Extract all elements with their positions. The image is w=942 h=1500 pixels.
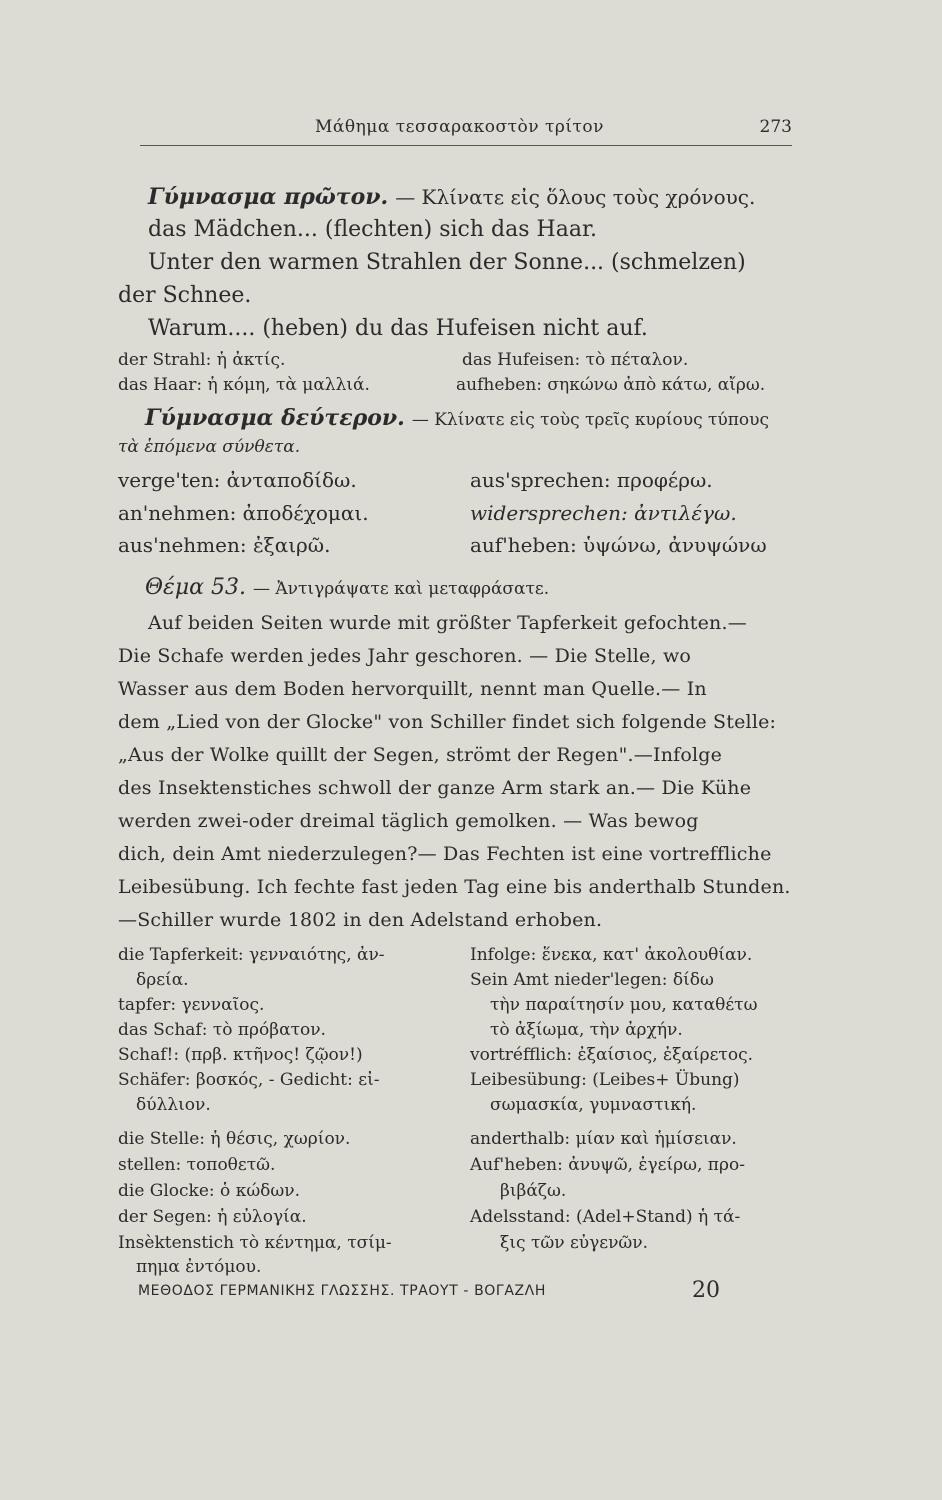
pair-left: verge'ten: ἀνταποδίδω. <box>118 468 357 492</box>
pair-left: an'nehmen: ἀποδέχομαι. <box>118 501 369 525</box>
theme-line: des Insektenstiches schwoll der ganze Arm stark an.— Die Kühe <box>118 777 752 799</box>
glossary-left: stellen: τοποθετῶ. <box>118 1155 276 1175</box>
theme-instruction: — Ἀντιγράψατε καὶ μεταφράσατε. <box>252 579 550 599</box>
exercise1-heading-line <box>148 184 755 210</box>
running-head <box>140 115 792 146</box>
vocab-right: aufheben: σηκώνω ἀπὸ κάτω, αἴρω. <box>456 375 766 395</box>
glossary-right: ξις τῶν εὐγενῶν. <box>500 1233 649 1253</box>
footer-imprint: ΜΕΘΟΔΟΣ ΓΕΡΜΑΝΙΚΗΣ ΓΛΩΣΣΗΣ. ΤΡΑΟΥΤ - ΒΟΓΑΖΛΗ <box>138 1283 546 1299</box>
theme-heading: Θέμα 53. <box>145 575 246 600</box>
signature-number: 20 <box>692 1278 720 1303</box>
vocab-left: das Haar: ἡ κόμη, τὰ μαλλιά. <box>118 375 370 395</box>
glossary-right: Leibesübung: (Leibes+ Übung) <box>470 1070 740 1090</box>
vocab-left: der Strahl: ἡ ἀκτίς. <box>118 350 286 370</box>
exercise2-instruction: — Κλίνατε εἰς τοὺς τρεῖς κυρίους τύπους <box>411 410 769 430</box>
pair-right: auf'heben: ὑψώνω, ἀνυψώνω <box>470 533 767 557</box>
exercise2-heading-line <box>145 405 769 431</box>
glossary-left: der Segen: ἡ εὐλογία. <box>118 1207 307 1227</box>
vocab-right: das Hufeisen: τὸ πέταλον. <box>462 350 689 370</box>
pair-right: widersprechen: ἀντιλέγω. <box>470 501 737 525</box>
theme-line: werden zwei-oder dreimal täglich gemolken. — Was bewog <box>118 810 699 832</box>
glossary-left: die Stelle: ἡ θέσις, χωρίον. <box>118 1129 351 1149</box>
glossary-left: das Schaf: τὸ πρόβατον. <box>118 1020 326 1040</box>
theme-line: Die Schafe werden jedes Jahr geschoren. — Die Stelle, wo <box>118 645 692 667</box>
pair-left: aus'nehmen: ἐξαιρῶ. <box>118 533 331 557</box>
theme-heading-line <box>145 575 549 600</box>
theme-line: —Schiller wurde 1802 in den Adelstand erhoben. <box>118 909 603 931</box>
glossary-left: δύλλιον. <box>136 1095 211 1115</box>
theme-line: Leibesübung. Ich fechte fast jeden Tag eine bis anderthalb Stunden. <box>118 876 791 898</box>
page-number: 273 <box>759 117 792 137</box>
glossary-left: die Tapferkeit: γενναιότης, ἀν- <box>118 945 385 965</box>
chapter-title: Μάθημα τεσσαρακοστὸν τρίτον <box>315 117 604 137</box>
glossary-left: Schäfer: βοσκός, - Gedicht: εἰ- <box>118 1070 380 1090</box>
exercise1-line: Unter den warmen Strahlen der Sonne... (schmelzen) <box>148 250 746 275</box>
exercise1-instruction: — Κλίνατε εἰς ὅλους τοὺς χρόνους. <box>395 185 756 209</box>
theme-line: dich, dein Amt niederzulegen?— Das Fechten ist eine vortreffliche <box>118 843 772 865</box>
exercise1-line: Warum.... (heben) du das Hufeisen nicht auf. <box>148 316 648 341</box>
theme-line: Auf beiden Seiten wurde mit größter Tapferkeit gefochten.— <box>148 612 747 634</box>
glossary-left: δρεία. <box>136 970 189 990</box>
glossary-left: die Glocke: ὁ κώδων. <box>118 1181 301 1201</box>
pair-right: aus'sprechen: προφέρω. <box>470 468 713 492</box>
glossary-left: tapfer: γενναῖος. <box>118 995 265 1015</box>
glossary-right: Infolge: ἕνεκα, κατ' ἀκολουθίαν. <box>470 945 753 965</box>
exercise2-instruction-cont: τὰ ἑπόμενα σύνθετα. <box>118 437 301 457</box>
glossary-left: πημα ἐντόμου. <box>136 1257 262 1277</box>
exercise1-line: der Schnee. <box>118 283 252 308</box>
theme-line: Wasser aus dem Boden hervorquillt, nennt man Quelle.— In <box>118 678 707 700</box>
glossary-right: Auf'heben: ἀνυψῶ, ἐγείρω, προ- <box>470 1155 745 1175</box>
theme-line: dem „Lied von der Glocke" von Schiller findet sich folgende Stelle: <box>118 711 777 733</box>
glossary-right: Sein Amt nieder'legen: δίδω <box>470 970 714 990</box>
exercise1-heading: Γύμνασμα πρῶτον. <box>148 184 389 210</box>
theme-line: „Aus der Wolke quillt der Segen, strömt der Regen".—Infolge <box>118 744 723 766</box>
glossary-left: Schaf!: (πρβ. κτῆνος! ζῷον!) <box>118 1045 363 1065</box>
exercise2-heading: Γύμνασμα δεύτερον. <box>145 405 405 431</box>
exercise1-line: das Mädchen... (flechten) sich das Haar. <box>148 217 598 242</box>
glossary-right: σωμασκία, γυμναστική. <box>490 1095 697 1115</box>
glossary-right: τὸ ἀξίωμα, τὴν ἀρχήν. <box>490 1020 683 1040</box>
glossary-left: Insèktenstich τὸ κέντημα, τσίμ- <box>118 1233 392 1253</box>
glossary-right: Adelsstand: (Adel+Stand) ἡ τά- <box>470 1207 741 1227</box>
glossary-right: τὴν παραίτησίν μου, καταθέτω <box>490 995 758 1015</box>
glossary-right: vortréfflich: ἐξαίσιος, ἐξαίρετος. <box>470 1045 753 1065</box>
glossary-right: βιβάζω. <box>500 1181 567 1201</box>
glossary-right: anderthalb: μίαν καὶ ἡμίσειαν. <box>470 1129 737 1149</box>
